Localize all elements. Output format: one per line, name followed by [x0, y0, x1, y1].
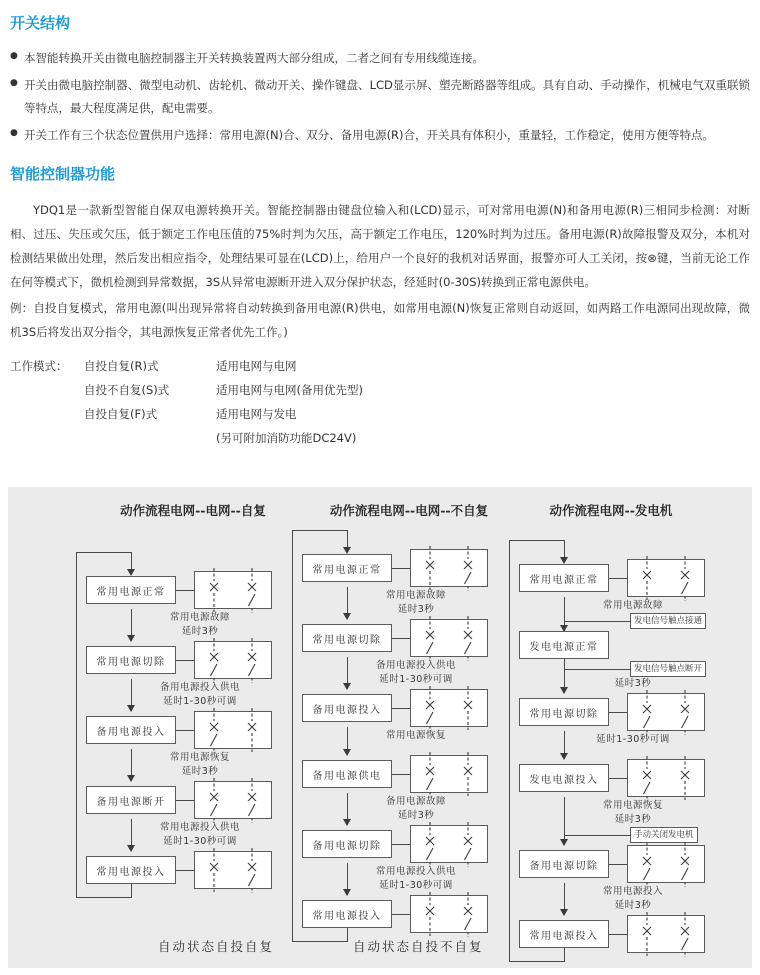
switch-symbol-open-icon — [422, 751, 438, 797]
switch-symbol-open-icon — [677, 689, 693, 735]
switch-symbol-closed-icon — [639, 555, 655, 601]
bullet-item — [10, 74, 750, 119]
switch-symbol-open-icon — [244, 637, 260, 683]
flow-arrow-label-line: 延时3秒 — [614, 814, 652, 825]
flow-state-box: 备用电源投入 — [302, 694, 392, 722]
switch-state-box — [410, 825, 488, 863]
connector-line — [609, 778, 627, 779]
switch-state-box — [194, 641, 272, 679]
arrow-head-icon — [560, 557, 568, 564]
switch-symbol-open-icon — [244, 847, 260, 893]
switch-symbol-open-icon — [677, 911, 693, 957]
flow-side-box: 手动关闭发电机 — [630, 827, 698, 843]
flow-state-box: 常用电源正常 — [86, 576, 176, 604]
arrow-head-icon — [343, 547, 351, 554]
flow-arrow-label-line: 常用电源投入供电 — [375, 866, 456, 877]
flow-arrow-label — [577, 733, 689, 747]
flow-loop-entry-line — [131, 552, 132, 570]
flow-arrow-label-line: 备用电源投入供电 — [375, 660, 456, 671]
switch-state-box — [194, 571, 272, 609]
connector-line — [609, 712, 627, 713]
flow-state-box: 备用电源切除 — [519, 850, 609, 878]
switch-symbol-open-icon — [244, 777, 260, 823]
flow-arrow-label — [360, 729, 472, 743]
switch-symbol-open-icon — [206, 777, 222, 823]
flow-loop-entry-line — [347, 530, 348, 548]
flow-arrow-label — [144, 681, 256, 709]
switch-structure-bullets — [10, 47, 750, 147]
flow-arrow-label-line: 延时1-30秒可调 — [163, 696, 237, 707]
flow-arrow-label — [577, 677, 689, 691]
example-note: 例：自投自复模式，常用电源(叫出现异常将自动转换到备用电源(R)供电，如常用电源(N)恢复正常则自动返回，如两路工作电源同出现故障，微机3S后将发出双分指令，其电源恢复正常者优先工作。) — [10, 300, 750, 339]
work-mode-name: 自投自复(F)式 — [84, 406, 158, 421]
flow-arrow-label — [360, 659, 472, 687]
flow-arrow-label — [360, 865, 472, 893]
connector-line — [392, 774, 410, 775]
bullet-item — [10, 47, 750, 69]
switch-symbol-open-icon — [422, 821, 438, 867]
switch-symbol-closed-icon — [206, 567, 222, 613]
flow-state-box: 发电电源投入 — [519, 764, 609, 792]
work-mode-label-spacer — [10, 402, 84, 426]
flow-arrow-label-line: 延时3秒 — [614, 900, 652, 911]
switch-symbol-open-icon — [460, 821, 476, 867]
flow-arrow-label-line: 延时1-30秒可调 — [379, 880, 453, 891]
switch-symbol-open-icon — [677, 555, 693, 601]
work-mode-desc: (另可附加消防功能DC24V) — [216, 430, 357, 445]
flow-arrow-label-line: 常用电源故障 — [169, 612, 230, 623]
switch-symbol-open-icon — [244, 567, 260, 613]
flow-state-box: 常用电源切除 — [519, 698, 609, 726]
bullet-icon: ● — [10, 128, 18, 139]
flow-arrow-label-line: 延时1-30秒可调 — [596, 734, 670, 745]
flow-arrow-label-line: 延时1-30秒可调 — [163, 836, 237, 847]
flow-arrow-label-line: 常用电源故障 — [602, 600, 663, 611]
flow-side-box: 发电信号触点断开 — [630, 661, 706, 677]
work-mode-label-spacer — [10, 378, 84, 402]
arrow-head-icon — [127, 569, 135, 576]
flow-loop-line — [292, 530, 347, 942]
connector-line — [176, 800, 194, 801]
flow-state-box: 常用电源正常 — [302, 554, 392, 582]
connector-line — [392, 638, 410, 639]
side-connector-line — [564, 835, 630, 836]
flow-arrow-label-line: 常用电源恢复 — [602, 800, 663, 811]
switch-symbol-open-icon — [460, 545, 476, 591]
work-mode-desc: 适用电网与电网 — [216, 358, 297, 373]
switch-symbol-closed-icon — [422, 891, 438, 937]
flow-arrow-label — [360, 795, 472, 823]
flow-loop-exit-line — [131, 884, 132, 898]
diagram-panel — [8, 487, 752, 968]
bullet-item — [10, 124, 750, 146]
work-modes-table — [10, 354, 750, 450]
switch-state-box — [194, 711, 272, 749]
flow-column — [286, 501, 490, 933]
flow-arrow-label-line: 备用电源投入供电 — [159, 682, 240, 693]
switch-symbol-open-icon — [206, 637, 222, 683]
flow-arrow-label-line: 延时3秒 — [614, 678, 652, 689]
page-content — [0, 0, 760, 450]
switch-symbol-open-icon — [460, 891, 476, 937]
side-connector-line — [564, 669, 630, 670]
flow-column — [70, 501, 274, 889]
controller-description: YDQ1是一款新型智能自保双电源转换开关。智能控制器由键盘位输入和(LCD)显示，可对常用电源(N)和备用电源(R)三相同步检测：对断相、过压、失压或欠压，低于额定工作电压值的75%时判为欠压，高于额定工作电压，120%时判为过压。备用电源(R)故障报警及双分，本机对检测结果做出处理，然后发出相应指令，处理结果可显在(LCD)上，给用户一个良好的我机对话界面，报警亦可人工关闭，按⊗键，当前无论工作在何等模式下，微机检测到异常数据，3S从异常电源断开进入双分保护状态，经延时(0-30S)转换到正常电源供电。 — [10, 202, 750, 289]
flow-arrow-label — [144, 751, 256, 779]
flow-arrow-label-line: 延时1-30秒可调 — [379, 674, 453, 685]
connector-line — [392, 708, 410, 709]
flow-state-box: 常用电源投入 — [86, 856, 176, 884]
switch-symbol-closed-icon — [639, 911, 655, 957]
connector-line — [392, 844, 410, 845]
connector-line — [176, 590, 194, 591]
flow-arrow-label — [144, 821, 256, 849]
switch-symbol-open-icon — [677, 841, 693, 887]
flow-state-box: 发电电源正常 — [519, 631, 609, 659]
section-title-switch-structure: 开关结构 — [10, 14, 71, 32]
switch-symbol-closed-icon — [460, 685, 476, 731]
switch-symbol-closed-icon — [422, 545, 438, 591]
flow-arrow-label — [577, 885, 689, 913]
flow-arrow-label-line: 常用电源投入供电 — [159, 822, 240, 833]
switch-symbol-open-icon — [460, 615, 476, 661]
flow-loop-entry-line — [564, 540, 565, 558]
flow-arrow-label-line: 延时3秒 — [181, 766, 219, 777]
bullet-icon: ● — [10, 78, 18, 89]
flow-area — [70, 519, 274, 889]
work-mode-desc: 适用电网与发电 — [216, 406, 297, 421]
flow-state-box: 常用电源正常 — [519, 564, 609, 592]
flow-loop-exit-line — [347, 928, 348, 942]
flow-arrow-label — [577, 799, 689, 827]
flow-arrow-label-line: 延时3秒 — [397, 604, 435, 615]
switch-state-box — [410, 549, 488, 587]
switch-state-box — [627, 845, 705, 883]
flow-area — [503, 519, 707, 953]
connector-line — [176, 870, 194, 871]
flow-arrow-label-line: 延时3秒 — [397, 810, 435, 821]
switch-symbol-open-icon — [422, 615, 438, 661]
work-mode-name: 自投自复(R)式 — [84, 358, 159, 373]
switch-symbol-closed-icon — [677, 755, 693, 801]
flow-column-title: 动作流程电网--电网--自复 — [120, 503, 266, 518]
flow-arrow-label-line: 备用电源故障 — [385, 796, 446, 807]
flow-loop-line — [76, 552, 131, 898]
flow-loop-line — [509, 540, 564, 962]
flow-caption: 自动状态自投自复 — [158, 939, 275, 954]
switch-state-box — [410, 755, 488, 793]
side-connector-line — [564, 621, 630, 622]
flow-state-box: 备用电源断开 — [86, 786, 176, 814]
connector-line — [609, 578, 627, 579]
flow-side-box: 发电信号触点接通 — [630, 613, 706, 629]
switch-state-box — [627, 693, 705, 731]
switch-state-box — [194, 851, 272, 889]
flow-area — [286, 519, 490, 933]
flow-arrow-label-line: 常用电源恢复 — [385, 730, 446, 741]
flow-caption: 自动状态自投不自复 — [353, 939, 484, 954]
flow-arrow-label — [144, 611, 256, 639]
connector-line — [176, 730, 194, 731]
switch-symbol-open-icon — [639, 841, 655, 887]
flow-state-box: 备用电源切除 — [302, 830, 392, 858]
bullet-text: 开关由微电脑控制器、微型电动机、齿轮机、微动开关、操作键盘、LCD显示屏、塑壳断路器等组成。具有自动、手动操作，机械电气双重联锁等特点，最大程度满足供，配电需要。 — [24, 78, 750, 115]
flow-arrow-label — [360, 589, 472, 617]
flow-column-title: 动作流程电网--电网--不自复 — [329, 503, 489, 518]
switch-symbol-open-icon — [422, 685, 438, 731]
work-mode-label: 工作模式： — [10, 358, 68, 373]
switch-state-box — [410, 689, 488, 727]
work-mode-name — [84, 426, 216, 450]
switch-symbol-open-icon — [639, 689, 655, 735]
switch-symbol-closed-icon — [206, 847, 222, 893]
flow-state-box: 备用电源供电 — [302, 760, 392, 788]
switch-symbol-closed-icon — [244, 707, 260, 753]
connector-line — [392, 568, 410, 569]
flow-arrow-label — [577, 599, 689, 613]
switch-state-box — [410, 895, 488, 933]
switch-state-box — [194, 781, 272, 819]
switch-symbol-open-icon — [206, 707, 222, 753]
flow-arrow-label-line: 常用电源投入 — [602, 886, 663, 897]
work-mode-desc: 适用电网与电网(备用优先型) — [216, 382, 363, 397]
connector-line — [609, 934, 627, 935]
connector-line — [609, 864, 627, 865]
flow-state-box: 常用电源投入 — [519, 920, 609, 948]
flow-column-title: 动作流程电网--发电机 — [549, 503, 673, 518]
bullet-text: 开关工作有三个状态位置供用户选择：常用电源(N)合、双分、备用电源(R)合，开关具有体积小，重量轻，工作稳定，使用方便等特点。 — [24, 128, 715, 143]
work-mode-label-spacer — [10, 426, 84, 450]
connector-line — [176, 660, 194, 661]
section-title-controller: 智能控制器功能 — [10, 164, 116, 183]
switch-symbol-closed-icon — [460, 751, 476, 797]
flow-state-box: 常用电源切除 — [86, 646, 176, 674]
flow-arrow-label-line: 延时3秒 — [181, 626, 219, 637]
flow-column — [503, 501, 707, 953]
switch-state-box — [627, 559, 705, 597]
bullet-icon: ● — [10, 51, 18, 61]
flow-state-box: 备用电源投入 — [86, 716, 176, 744]
connector-line — [392, 914, 410, 915]
flow-loop-exit-line — [564, 948, 565, 962]
flow-state-box: 常用电源投入 — [302, 900, 392, 928]
flow-arrow-label-line: 常用电源恢复 — [169, 752, 230, 763]
switch-state-box — [627, 915, 705, 953]
bullet-text: 本智能转换开关由微电脑控制器主开关转换装置两大部分组成，二者之间有专用线缆连接。 — [24, 51, 484, 65]
switch-state-box — [627, 759, 705, 797]
work-mode-name: 自投不自复(S)式 — [84, 382, 170, 397]
flow-state-box: 常用电源切除 — [302, 624, 392, 652]
switch-state-box — [410, 619, 488, 657]
switch-symbol-open-icon — [639, 755, 655, 801]
flow-arrow-label-line: 常用电源故障 — [385, 590, 446, 601]
